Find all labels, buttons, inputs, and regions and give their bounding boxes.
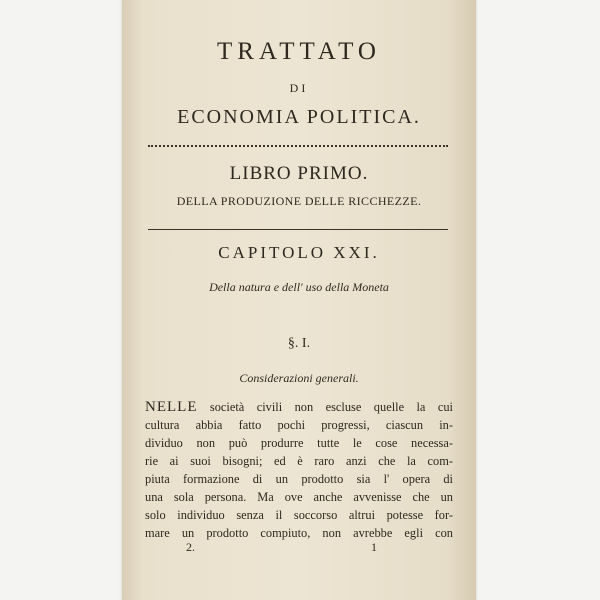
chapter-caption: Della natura e dell' uso della Moneta	[209, 280, 389, 294]
body-paragraph	[145, 398, 453, 542]
body-line: cultura abbia fatto pochi progressi, ciascun in-	[145, 418, 453, 432]
book-page	[122, 0, 476, 600]
body-line: solo individuo senza il soccorso altrui potesse for-	[145, 508, 453, 522]
body-line: mare un prodotto compiuto, non avrebbe egli con	[145, 526, 453, 540]
body-line: una sola persona. Ma ove anche avvenisse che un	[145, 490, 453, 504]
title-connector: DI	[289, 81, 309, 95]
chapter-heading: CAPITOLO XXI.	[218, 243, 380, 262]
book-title: TRATTATO	[217, 38, 381, 65]
page-number: 1	[371, 540, 377, 554]
body-line: piuta formazione di un prodotto sia l' opera di	[145, 472, 453, 486]
body-line: rie ai suoi bisogni; ed è raro anzi che la com-	[145, 454, 453, 468]
book-part-subtitle: DELLA PRODUZIONE DELLE RICCHEZZE.	[176, 194, 422, 208]
book-part-heading: LIBRO PRIMO.	[229, 163, 369, 184]
body-line: dividuo non può produrre tutte le cose necessa-	[145, 436, 453, 450]
section-title: Considerazioni generali.	[239, 371, 359, 385]
divider-rule	[148, 229, 448, 230]
dropcap-word: NELLE	[145, 399, 198, 415]
body-line: NELLE società civili non escluse quelle la cui	[145, 399, 453, 415]
ornamental-rule	[148, 145, 448, 147]
signature-mark: 2.	[186, 540, 195, 554]
book-subject: ECONOMIA POLITICA.	[177, 106, 421, 128]
section-heading: §. I.	[287, 336, 311, 351]
